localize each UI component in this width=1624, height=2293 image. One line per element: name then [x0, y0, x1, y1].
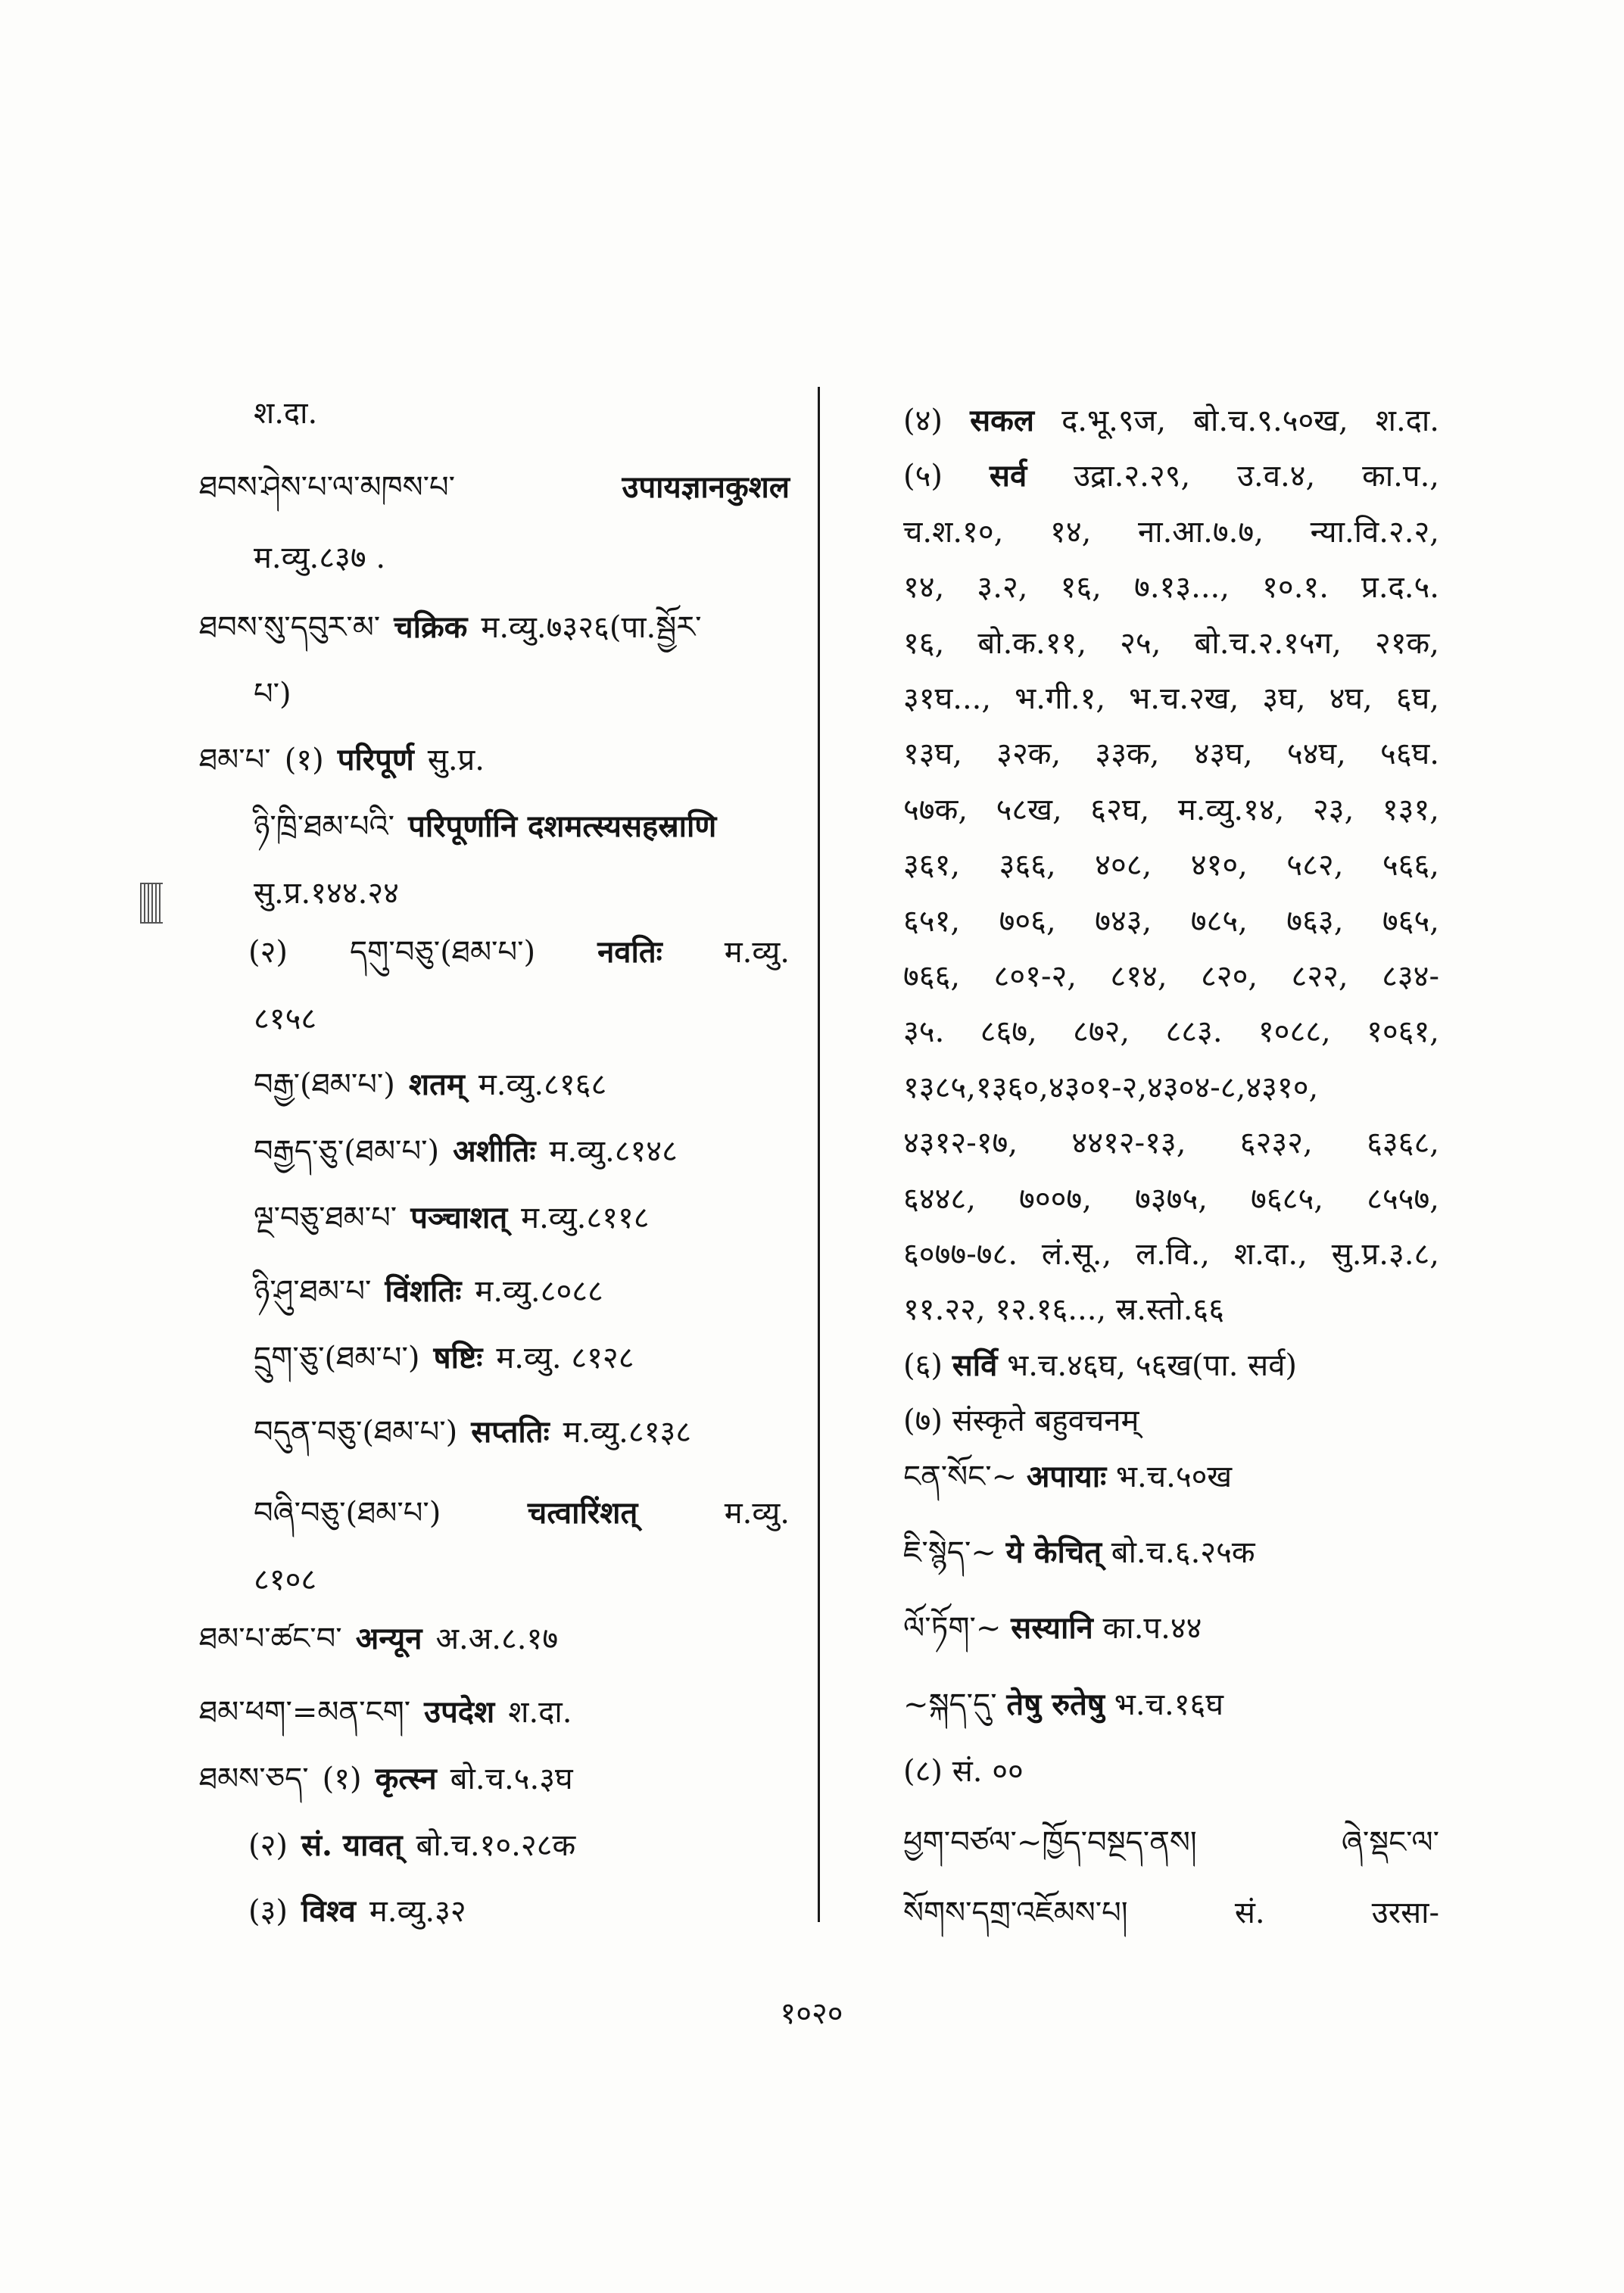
source-reference: म.व्यु.८३७ . [254, 541, 386, 575]
reference-line: ४३१२-१७, ४४१२-१३, ६२३२, ६३६८, [903, 1126, 1439, 1161]
dictionary-subentry [254, 1491, 790, 1536]
source-reference: का.प.४४ [1102, 1611, 1202, 1646]
reference-line: ६०७७-७८. लं.सू., ल.वि., श.दा., सु.प्र.३.८, [903, 1237, 1439, 1272]
source-reference: म.व्यु.८११८ [521, 1201, 650, 1235]
sense-number: (६) [903, 1348, 943, 1383]
sense-number: (४) [903, 403, 943, 438]
entry-headword: ཐམ་ཕག་=མན་ངག་ [199, 1695, 411, 1730]
dictionary-sense [248, 1889, 790, 1934]
sanskrit-term: परिपूर्णानि दशमत्स्यसहस्राणि [408, 808, 717, 844]
dictionary-subentry [254, 1410, 790, 1455]
sense-number: (२) [248, 935, 288, 970]
source-reference: म.व्यु. [724, 1496, 790, 1531]
reference-line: ६५१, ७०६, ७४३, ७८५, ७६३, ७६५, [903, 904, 1439, 939]
compound-example [903, 1454, 1439, 1500]
source-reference: भ.च.४६घ, ५६ख(पा. सर्व) [1007, 1348, 1298, 1383]
dictionary-entry [199, 1690, 790, 1735]
entry-headword: བརྒྱ་(ཐམ་པ་) [254, 1067, 395, 1102]
sense-number: (८) [903, 1754, 943, 1789]
source-reference: म.व्यु.८०८८ [475, 1274, 603, 1309]
reference-line: ३५. ८६७, ८७२, ८८३. १०८८, १०६१, [903, 1014, 1439, 1049]
dictionary-subentry [254, 1062, 790, 1108]
sanskrit-term: परिपूर्ण [337, 742, 414, 777]
tibetan-quotation: ཕྱག་བཙལ་~ཁྱོད་བསྔད་ནས། [903, 1825, 1197, 1860]
dictionary-line [254, 1557, 790, 1603]
dictionary-entry [199, 605, 790, 650]
sanskrit-term: सर्व [989, 458, 1027, 494]
source-reference: द.भू.९ज, बो.च.९.५०ख, श.दा. [1061, 403, 1439, 438]
compound-example [903, 1606, 1439, 1651]
reference-line: ७६६, ८०१-२, ८१४, ८२०, ८२२, ८३४- [903, 959, 1439, 994]
sanskrit-term: उपदेश [424, 1694, 495, 1730]
quotation-line [903, 1820, 1439, 1865]
dictionary-sense [248, 1823, 790, 1868]
sanskrit-label: सं. [1234, 1896, 1265, 1930]
sanskrit-term: सर्वि [952, 1347, 998, 1383]
sanskrit-term: ये केचित् [1005, 1534, 1102, 1570]
reference-line: ३६१, ३६६, ४०८, ४१०, ५८२, ५६६, [903, 848, 1439, 883]
source-reference: ८१५८ [254, 1002, 317, 1036]
sanskrit-term: अपायाः [1026, 1459, 1107, 1494]
sanskrit-term: चक्रिक [394, 609, 468, 645]
sense-number: (१) [322, 1762, 362, 1796]
dictionary-entry [199, 1616, 790, 1662]
page-number: १०२० [780, 1996, 843, 2031]
quotation-line [903, 1890, 1439, 1936]
source-reference: भ.च.५०ख [1115, 1460, 1233, 1494]
entry-headword: ཇི་སྙེད་~ [903, 1535, 996, 1570]
dictionary-subentry [254, 1269, 790, 1314]
reference-line: १३घ, ३२क, ३३क, ४३घ, ५४घ, ५६घ. [903, 737, 1439, 771]
source-with-variant [481, 605, 701, 650]
sanskrit-term: शतम् [408, 1067, 465, 1102]
compound-example [903, 1530, 1439, 1575]
source-reference: सु.प्र. [427, 743, 485, 777]
source-reference: उद्रा.२.२९, उ.व.४, का.प., [1074, 459, 1440, 494]
dictionary-line [254, 671, 790, 717]
entry-headword: ~སྐད་དུ་ [903, 1687, 997, 1722]
entry-headword: བརྒྱད་ཅུ་(ཐམ་པ་) [254, 1134, 440, 1169]
entry-headword: ཐམ་པ་ཚང་བ་ [199, 1622, 342, 1656]
entry-headword: ཉི་ཤུ་ཐམ་པ་ [254, 1274, 372, 1309]
sanskrit-term: पञ्चाशत् [410, 1200, 508, 1235]
column-divider [818, 387, 820, 1922]
source-reference: श.दा. [254, 396, 318, 431]
dictionary-line [254, 535, 790, 581]
sense-number: (७) [903, 1404, 943, 1438]
tibetan-quotation: སོགས་དགྲ་འཇོམས་པ། [903, 1896, 1128, 1930]
dictionary-line [254, 871, 790, 916]
sanskrit-term: उपायज्ञानकुशल [622, 469, 790, 505]
entry-headword: ཐབས་སུ་དབུར་མ་ [199, 610, 381, 645]
dictionary-subentry [254, 1195, 790, 1241]
reference-line: १४, ३.२, १६, ७.१३..., १०.१. प्र.द.५. [903, 570, 1439, 605]
source-reference: बो.च.५.३घ [450, 1762, 573, 1796]
source-reference: अ.अ.८.१७ [435, 1622, 559, 1656]
reference-line: १६, बो.क.११, २५, बो.च.२.१५ग, २१क, [903, 626, 1439, 661]
variant-continuation: པ་) [254, 677, 291, 712]
sanskrit-term: तेषु रुतेषु [1006, 1687, 1105, 1722]
sanskrit-term: सं. यावत् [301, 1827, 403, 1863]
entry-headword: ཉི་ཁྲི་ཐམ་པའི་ [254, 809, 395, 844]
grammar-note: संस्कृते बहुवचनम् [952, 1404, 1139, 1438]
sense-number: (५) [903, 459, 943, 494]
reference-line: ५७क, ५८ख, ६२घ, म.व्यु.१४, २३, १३१, [903, 793, 1439, 827]
dictionary-subentry [254, 1335, 790, 1381]
margin-marker [140, 883, 163, 924]
source-reference: म.व्यु.८१४८ [549, 1134, 678, 1169]
dictionary-entry [199, 1756, 790, 1802]
sense-number: (३) [248, 1894, 288, 1929]
source-reference: बो.च.१०.२८क [416, 1828, 576, 1863]
entry-headword: དྲུག་ཅུ་(ཐམ་པ་) [254, 1341, 420, 1375]
dictionary-line [254, 391, 790, 436]
dictionary-subentry [254, 804, 790, 849]
source-reference: म.व्यु. ८१२८ [496, 1341, 634, 1375]
entry-headword: བཞི་བཅུ་(ཐམ་པ་) [254, 1496, 441, 1531]
tibetan-quotation-continued: ཞེ་སྡང་ལ་ [1341, 1825, 1439, 1860]
sanskrit-term: सस्यानि [1011, 1610, 1093, 1646]
dictionary-sense [903, 453, 1439, 499]
source-reference: म.व्यु.३२ [369, 1894, 466, 1929]
dictionary-subentry [254, 1129, 790, 1174]
grammar-note: सं. ०० [952, 1754, 1024, 1789]
dictionary-line [254, 996, 790, 1042]
sanskrit-term: अन्यून [355, 1621, 422, 1656]
sanskrit-term: नवतिः [597, 934, 662, 970]
sanskrit-term: चत्वारिंशत् [527, 1495, 638, 1531]
entry-headword: བདུན་བཅུ་(ཐམ་པ་) [254, 1415, 458, 1450]
source-reference: म.व्यु. [724, 935, 790, 970]
source-reference: बो.च.६.२५क [1111, 1535, 1255, 1570]
entry-headword: ངན་སོང་~ [903, 1460, 1018, 1494]
source-reference: म.व्यु.८१६८ [478, 1067, 607, 1102]
entry-headword: ལོ་ཏོག་~ [903, 1611, 1002, 1646]
entry-headword: ཐབས་ཤེས་པ་ལ་མཁས་པ་ [199, 470, 456, 505]
dictionary-entry [199, 737, 790, 783]
reference-line: ६४४८, ७००७, ७३७५, ७६८५, ८५५७, [903, 1182, 1439, 1217]
sanskrit-term: विंशतिः [385, 1273, 462, 1309]
source-reference: भ.च.१६घ [1114, 1687, 1223, 1722]
entry-headword: ཐམ་པ་ [199, 743, 271, 777]
source-reference: ८१०८ [254, 1562, 317, 1597]
dictionary-subentry [248, 930, 790, 975]
dictionary-entry [199, 465, 790, 510]
sense-number: (२) [248, 1828, 288, 1863]
dictionary-sense [903, 1398, 1439, 1444]
source-reference: म.व्यु.८१३८ [563, 1415, 692, 1450]
sanskrit-term: विश्व [301, 1893, 356, 1929]
reference-line: ११.२२, १२.१६..., स्र.स्तो.६६ [903, 1292, 1225, 1327]
source-reference: श.दा. [508, 1695, 572, 1730]
reference-line: १३८५,१३६०,४३०१-२,४३०४-८,४३१०, [903, 1070, 1319, 1105]
dictionary-sense [903, 1749, 1439, 1794]
sanskrit-term: कृत्स्न [375, 1761, 437, 1796]
dictionary-sense [903, 1343, 1439, 1388]
sanskrit-term: सकल [970, 403, 1034, 438]
dictionary-sense [903, 398, 1439, 444]
reference-line: च.श.१०, १४, ना.आ.७.७, न्या.वि.२.२, [903, 515, 1439, 550]
reference-line: ३१घ..., भ.गी.१, भ.च.२ख, ३घ, ४घ, ६घ, [903, 681, 1439, 716]
sense-number: (१) [284, 743, 324, 777]
entry-headword: ཐམས་ཅད་ [199, 1762, 309, 1796]
source-reference: सु.प्र.१४४.२४ [254, 876, 399, 911]
variant-reading: སྦྱོར་ [656, 610, 702, 645]
sanskrit-translation: उरसा- [1371, 1896, 1439, 1930]
entry-headword: ལྔ་བཅུ་ཐམ་པ་ [254, 1201, 397, 1235]
source-reference: म.व्यु.७३२६(पा. [481, 610, 656, 645]
sanskrit-term: अशीतिः [453, 1133, 536, 1169]
sanskrit-term: सप्ततिः [471, 1414, 550, 1450]
entry-headword: དགུ་བཅུ་(ཐམ་པ་) [350, 935, 536, 970]
compound-example [903, 1682, 1439, 1728]
sanskrit-term: षष्टिः [433, 1340, 483, 1375]
